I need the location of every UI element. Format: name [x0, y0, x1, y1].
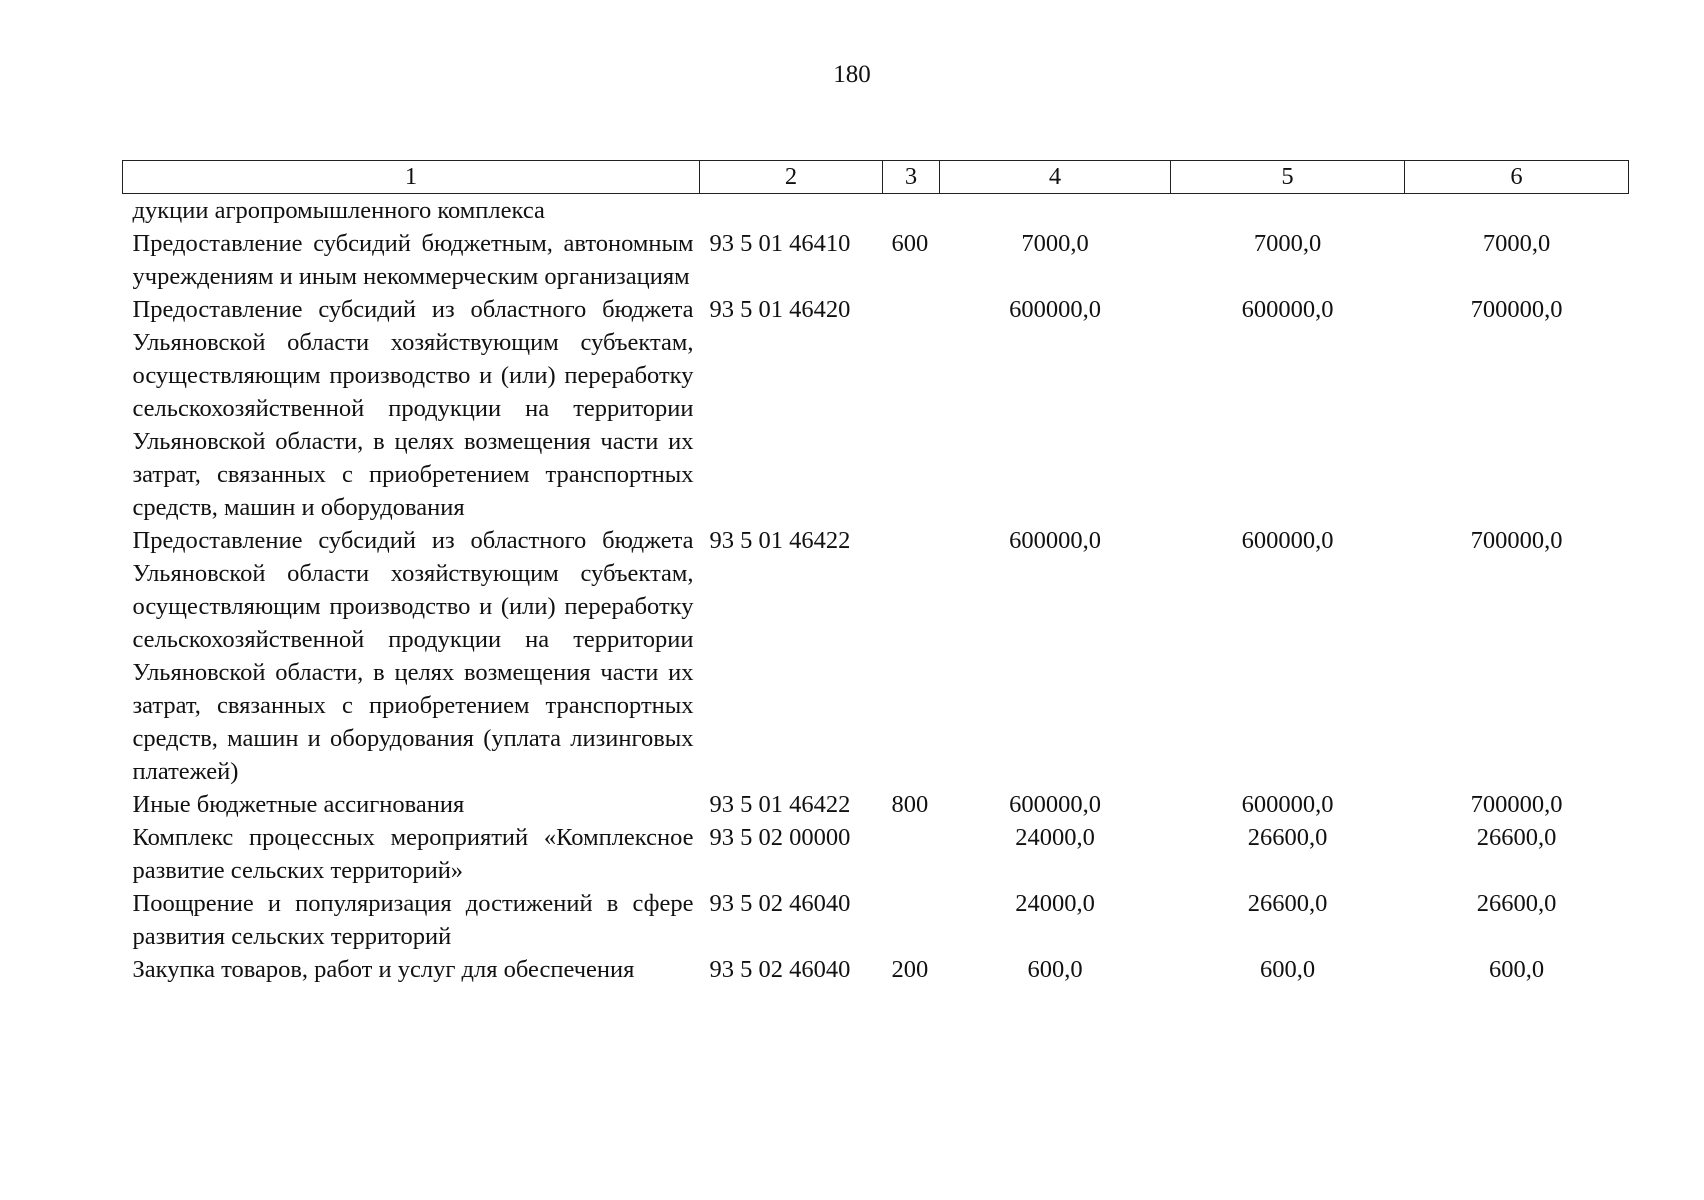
- row-value-col6: 600,0: [1488, 956, 1545, 983]
- row-value-col4: 600,0: [1027, 956, 1083, 983]
- row-name: Предоставление субсидий из областного бюджета Ульяновской области хозяйствующим субъектам, осуществляющим производство и (или) переработку сельскохозяйственной продукции на территории Ульяновской области, в целях возмещения части их затрат, связанных с приобретением транспортных средств, машин и оборудования (уплата лизинговых платежей): [132, 527, 694, 785]
- continuation-text: дукции агропромышленного комплекса: [132, 197, 545, 224]
- row-value-col6: 700000,0: [1470, 527, 1563, 554]
- row-value-col5: 600000,0: [1241, 296, 1334, 323]
- row-value-col6: 26600,0: [1476, 824, 1557, 851]
- row-name: Предоставление субсидий из областного бюджета Ульяновской области хозяйствующим субъектам, осуществляющим производство и (или) переработку сельскохозяйственной продукции на территории Ульяновской области, в целях возмещения части их затрат, связанных с приобретением транспортных средств, машин и оборудования: [132, 296, 694, 521]
- table-row: [123, 887, 1629, 953]
- row-expense-type: 800: [891, 791, 929, 818]
- row-value-col5: 26600,0: [1247, 890, 1328, 917]
- row-value-col5: 600000,0: [1241, 527, 1334, 554]
- row-expense-type: 200: [891, 956, 929, 983]
- row-name: Закупка товаров, работ и услуг для обеспечения: [132, 956, 635, 983]
- row-value-col4: 24000,0: [1015, 890, 1095, 917]
- row-code: 93 5 01 46420: [709, 296, 851, 323]
- row-value-col5: 600000,0: [1241, 791, 1334, 818]
- row-value-col5: 600,0: [1259, 956, 1316, 983]
- table-row: [123, 788, 1629, 821]
- row-name: Предоставление субсидий бюджетным, автономным учреждениям и иным некоммерческим организациям: [132, 230, 694, 290]
- row-code: 93 5 01 46422: [709, 791, 851, 818]
- row-expense-type: [883, 887, 940, 953]
- table-row: [123, 524, 1629, 788]
- column-header-6: 6: [1405, 161, 1629, 194]
- row-code: 93 5 01 46410: [709, 230, 851, 257]
- budget-table: [122, 160, 1629, 986]
- column-header-5: 5: [1171, 161, 1405, 194]
- row-code: 93 5 02 46040: [709, 956, 851, 983]
- column-header-2: 2: [700, 161, 883, 194]
- row-value-col6: 700000,0: [1470, 296, 1563, 323]
- row-value-col4: 600000,0: [1009, 791, 1101, 818]
- row-value-col4: 7000,0: [1021, 230, 1089, 257]
- row-code: 93 5 02 00000: [709, 824, 851, 851]
- table-row: [123, 227, 1629, 293]
- row-value-col4: 600000,0: [1009, 527, 1101, 554]
- row-value-col6: 7000,0: [1482, 230, 1551, 257]
- row-expense-type: 600: [891, 230, 929, 257]
- row-expense-type: [883, 293, 940, 524]
- row-value-col6: 700000,0: [1470, 791, 1563, 818]
- row-name: Иные бюджетные ассигнования: [132, 791, 465, 818]
- column-header-3: 3: [883, 161, 940, 194]
- row-expense-type: [883, 524, 940, 788]
- table-row: [123, 821, 1629, 887]
- continuation-row: [123, 194, 1629, 228]
- row-expense-type: [883, 821, 940, 887]
- header-row: [123, 161, 1629, 194]
- row-value-col5: 26600,0: [1247, 824, 1328, 851]
- row-value-col4: 24000,0: [1015, 824, 1095, 851]
- row-value-col5: 7000,0: [1253, 230, 1322, 257]
- row-name: Поощрение и популяризация достижений в сфере развития сельских территорий: [132, 890, 694, 950]
- row-code: 93 5 01 46422: [709, 527, 851, 554]
- row-value-col4: 600000,0: [1009, 296, 1101, 323]
- column-header-1: 1: [123, 161, 700, 194]
- page-number: 180: [833, 61, 871, 88]
- column-header-4: 4: [940, 161, 1171, 194]
- table-row: [123, 953, 1629, 986]
- table-row: [123, 293, 1629, 524]
- row-name: Комплекс процессных мероприятий «Комплексное развитие сельских территорий»: [132, 824, 694, 884]
- row-code: 93 5 02 46040: [709, 890, 851, 917]
- row-value-col6: 26600,0: [1476, 890, 1557, 917]
